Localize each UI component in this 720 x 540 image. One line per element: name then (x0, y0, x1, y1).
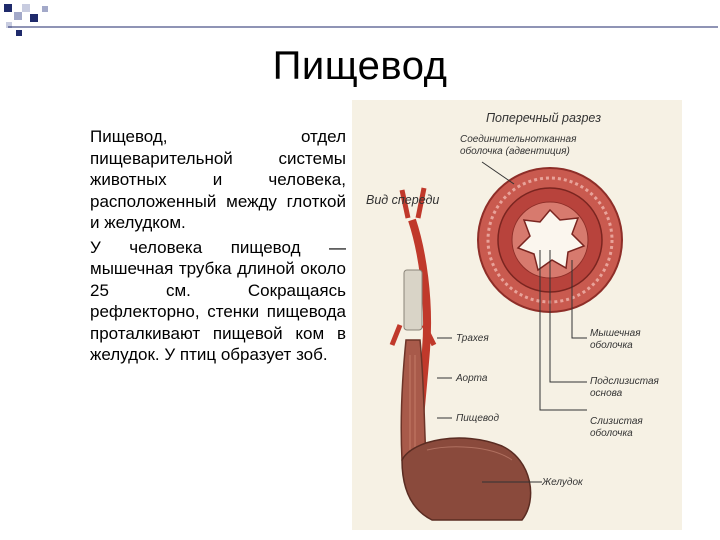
paragraph-description: У человека пищевод — мышечная трубка длиной около 25 см. Сокращаясь рефлекторно, стенки пищевода проталкивают пищевой ком в желудок. У птиц образует зоб. (90, 237, 346, 364)
label-adventitia-line1: Соединительнотканная (460, 134, 577, 145)
label-adventitia-line2: оболочка (адвентиция) (460, 146, 570, 157)
label-muscular-line1: Мышечная (590, 328, 641, 339)
esophagus-illustration (352, 100, 682, 530)
paragraph-definition: Пищевод, отдел пищеварительной системы животных и человека, расположенный между глоткой и желудком. (90, 127, 346, 232)
label-muscular-line2: оболочка (590, 340, 633, 351)
label-submucosa-line2: основа (590, 388, 623, 399)
front-view-title: Вид спереди (366, 193, 440, 207)
label-mucosa-line1: Слизистая (590, 416, 643, 427)
label-trachea: Трахея (456, 333, 489, 344)
label-submucosa-line1: Подслизистая (590, 376, 659, 387)
label-aorta: Аорта (456, 373, 488, 384)
decorative-corner-squares (0, 0, 720, 40)
label-stomach: Желудок (542, 477, 583, 488)
cross-section-title: Поперечный разрез (486, 111, 602, 125)
slide-title: Пищевод (272, 44, 448, 88)
label-mucosa-line2: оболочка (590, 428, 633, 439)
label-esophagus: Пищевод (456, 413, 499, 424)
slide-body (90, 126, 346, 369)
